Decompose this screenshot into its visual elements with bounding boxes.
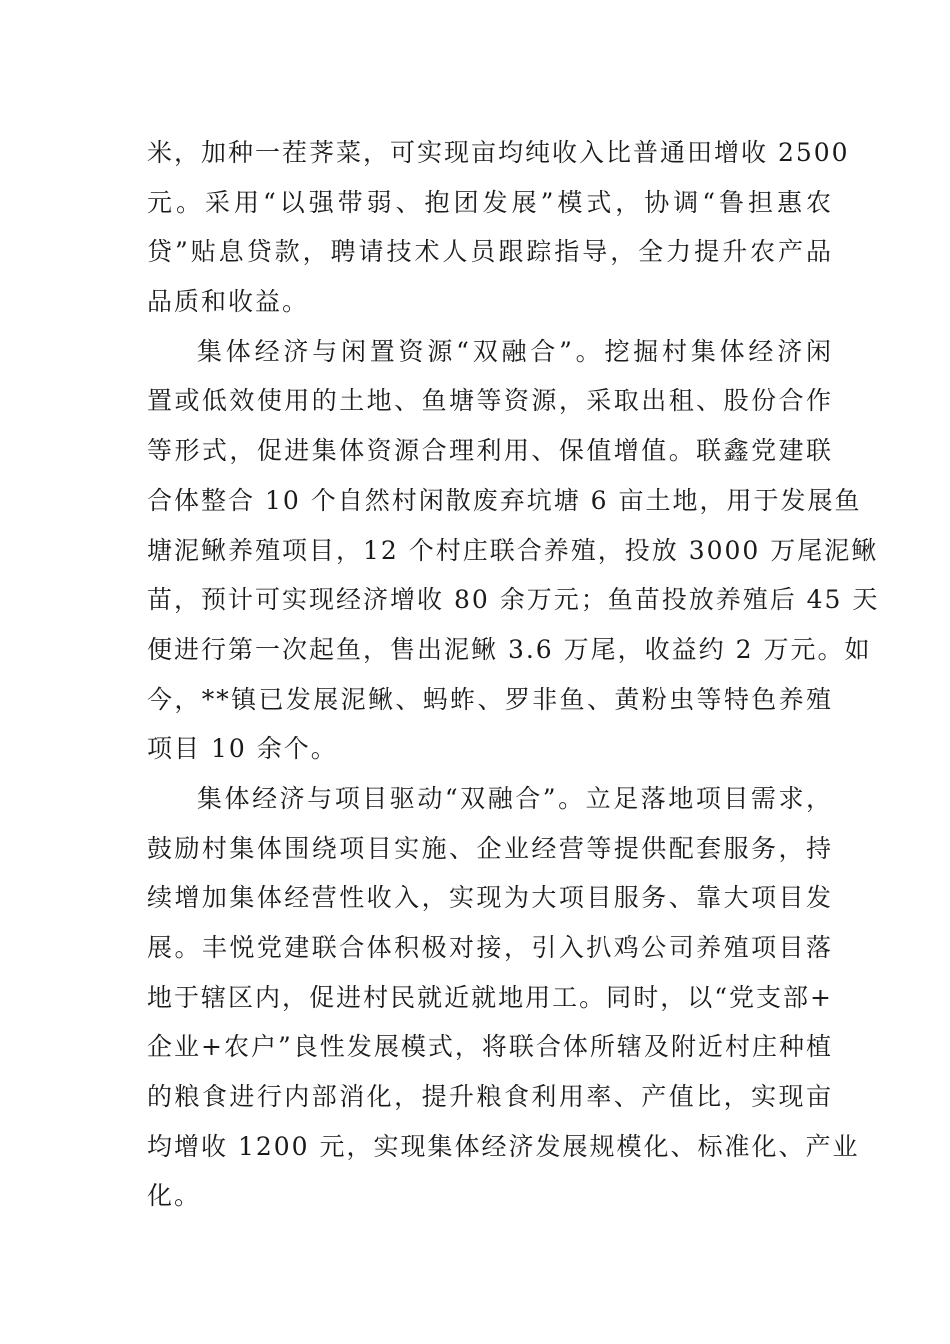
text-line: 等形式，促进集体资源合理利用、保值增值。联鑫党建联 — [147, 436, 833, 466]
text-line: 合体整合 10 个自然村闲散废弃坑塘 6 亩土地，用于发展鱼 — [147, 485, 862, 515]
text-line: 置或低效使用的土地、鱼塘等资源，采取出租、股份合作 — [147, 386, 833, 416]
paragraph — [147, 774, 860, 1221]
document-body — [147, 128, 880, 1221]
text-line: 苗，预计可实现经济增收 80 余万元；鱼苗投放养殖后 45 天 — [147, 585, 880, 615]
text-line: 塘泥鳅养殖项目，12 个村庄联合养殖，投放 3000 万尾泥鳅 — [147, 535, 879, 565]
paragraph — [147, 128, 850, 327]
text-line: 的粮食进行内部消化，提升粮食利用率、产值比，实现亩 — [147, 1082, 833, 1112]
paragraph — [147, 327, 880, 774]
text-line: 今，**镇已发展泥鳅、蚂蚱、罗非鱼、黄粉虫等特色养殖 — [147, 684, 833, 714]
text-line: 项目 10 余个。 — [147, 734, 338, 764]
text-line: 化。 — [147, 1181, 202, 1211]
text-line: 地于辖区内，促进村民就近就地用工。同时，以“党支部+ — [147, 982, 833, 1012]
text-line: 便进行第一次起鱼，售出泥鳅 3.6 万尾，收益约 2 万元。如 — [147, 634, 872, 664]
text-line: 集体经济与闲置资源“双融合”。挖掘村集体经济闲 — [197, 336, 833, 366]
text-line: 集体经济与项目驱动“双融合”。立足落地项目需求， — [197, 783, 833, 813]
text-line: 鼓励村集体围绕项目实施、企业经营等提供配套服务，持 — [147, 833, 833, 863]
text-line: 展。丰悦党建联合体积极对接，引入扒鸡公司养殖项目落 — [147, 933, 833, 962]
text-line: 续增加集体经营性收入，实现为大项目服务、靠大项目发 — [147, 883, 833, 913]
text-line: 元。采用“以强带弱、抱团发展”模式，协调“鲁担惠农 — [147, 187, 833, 217]
text-line: 企业+农户”良性发展模式，将联合体所辖及附近村庄种植 — [147, 1032, 833, 1062]
text-line: 均增收 1200 元，实现集体经济发展规模化、标准化、产业 — [147, 1131, 860, 1161]
text-line: 品质和收益。 — [147, 287, 310, 317]
text-line: 米，加种一茬荠菜，可实现亩均纯收入比普通田增收 2500 — [147, 138, 850, 167]
text-line: 贷”贴息贷款，聘请技术人员跟踪指导，全力提升农产品 — [147, 237, 833, 267]
